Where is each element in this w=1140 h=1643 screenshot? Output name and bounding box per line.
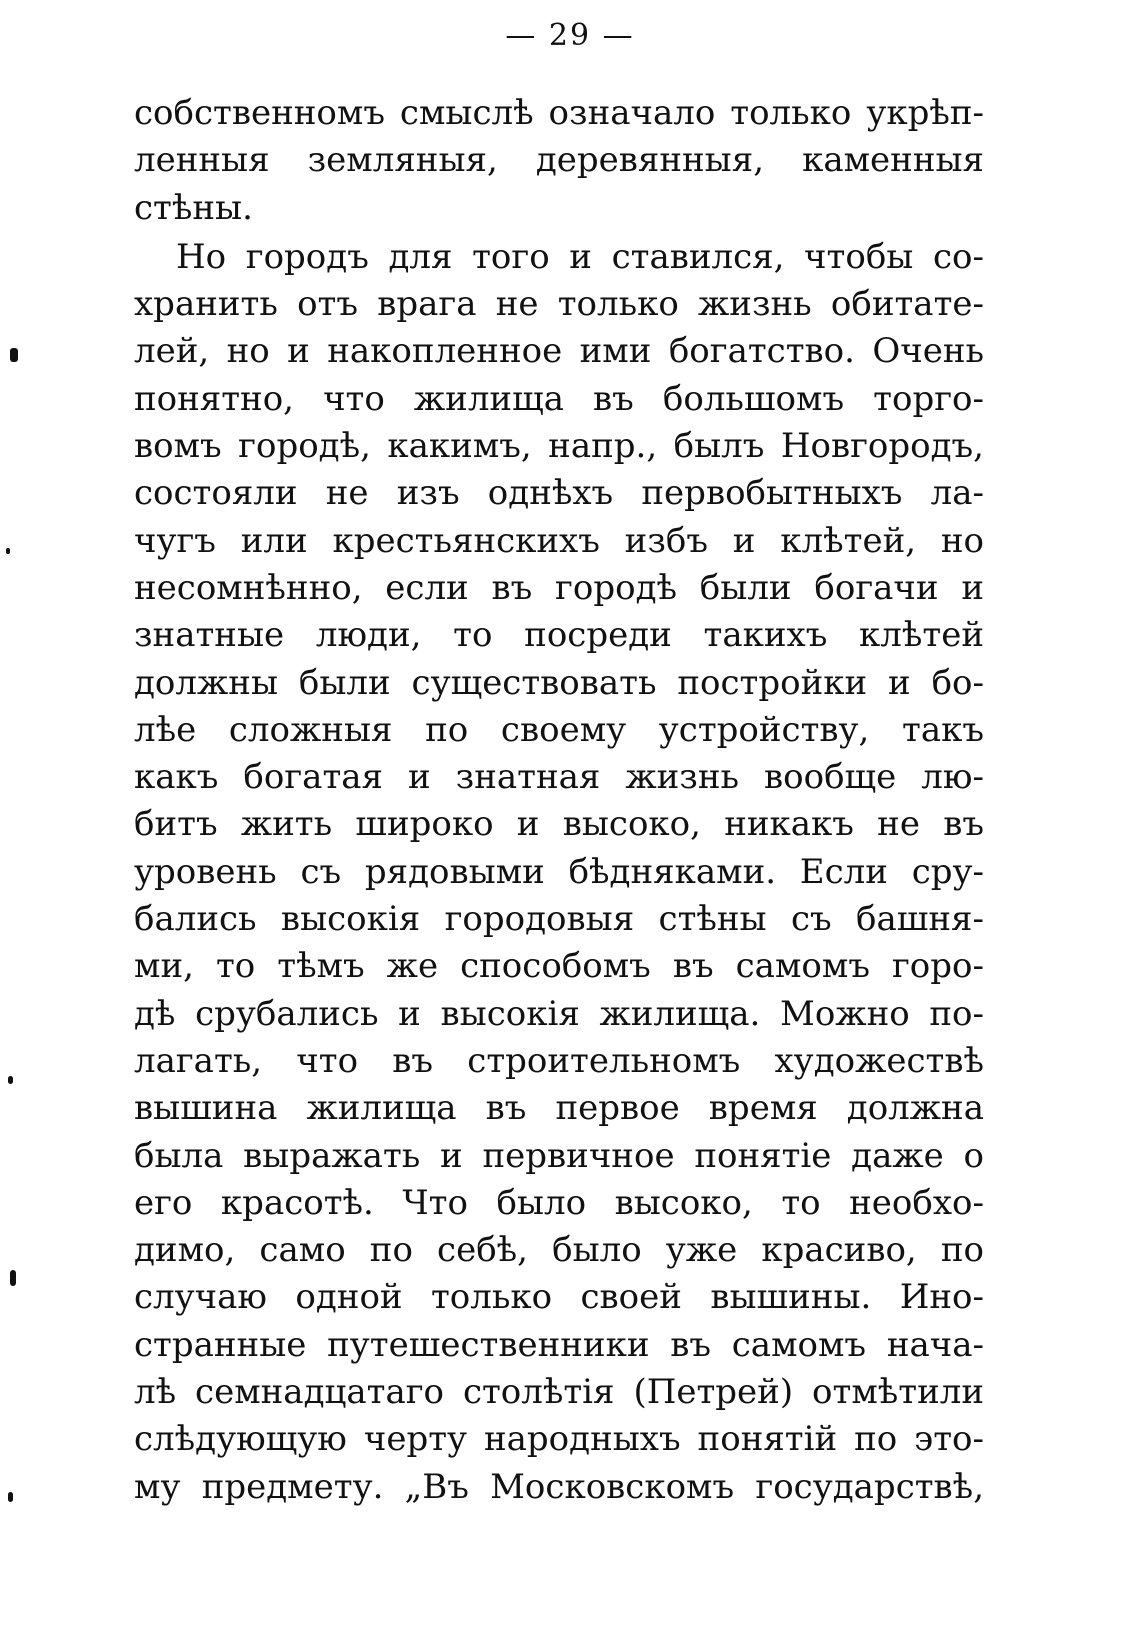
body-text — [134, 90, 984, 1511]
text-line: вомъ городѣ, какимъ, напр., былъ Новгородъ, — [134, 426, 984, 467]
text-line: уровень съ рядовыми бѣдняками. Если сру- — [134, 851, 984, 892]
text-line: слѣдующую черту народныхъ понятій по это- — [134, 1419, 984, 1460]
scan-speck — [8, 1076, 13, 1084]
text-line: должны были существовать постройки и бо- — [134, 662, 984, 703]
text-line: бались высокія городовыя стѣны съ башня- — [134, 899, 984, 940]
scan-speck — [10, 348, 18, 362]
text-line: лѣе сложныя по своему устройству, такъ — [134, 709, 984, 750]
text-line: димо, само по себѣ, было уже красиво, по — [134, 1230, 984, 1271]
text-line: лагать, что въ строительномъ художествѣ — [134, 1040, 984, 1081]
text-line: битъ жить широко и высоко, никакъ не въ — [134, 804, 984, 845]
scan-speck — [6, 548, 10, 554]
text-line: странные путешественники въ самомъ нача- — [134, 1324, 984, 1365]
text-line: несомнѣнно, если въ городѣ были богачи и — [134, 567, 984, 608]
text-line: его красотѣ. Что было высоко, то необхо- — [134, 1182, 984, 1223]
text-line: понятно, что жилища въ большомъ торго- — [134, 378, 984, 419]
text-line: состояли не изъ однѣхъ первобытныхъ ла- — [134, 473, 984, 514]
text-line: была выражать и первичное понятіе даже о — [134, 1135, 984, 1176]
text-line: стѣны. — [134, 187, 253, 228]
text-line: му предмету. „Въ Московскомъ государствѣ, — [134, 1466, 984, 1507]
text-line: Но городъ для того и ставился, чтобы со- — [176, 236, 984, 277]
text-line: лей, но и накопленное ими богатство. Очень — [134, 331, 984, 372]
text-line: собственномъ смыслѣ означало только укрѣп- — [134, 93, 984, 133]
text-line: дѣ срубались и высокія жилища. Можно по- — [134, 993, 984, 1034]
text-line: ми, то тѣмъ же способомъ въ самомъ горо- — [134, 946, 984, 987]
text-line: вышина жилища въ первое время должна — [134, 1088, 984, 1129]
scan-speck — [8, 1492, 13, 1502]
text-line: ленныя земляныя, деревянныя, каменныя — [134, 140, 984, 181]
text-line: лѣ семнадцатаго столѣтія (Петрей) отмѣтили — [134, 1372, 984, 1413]
text-line: случаю одной только своей вышины. Ино- — [134, 1277, 984, 1318]
scan-speck — [10, 1270, 16, 1286]
text-line: знатные люди, то посреди такихъ клѣтей — [134, 615, 984, 656]
page-number: — 29 — — [505, 18, 635, 53]
text-line: хранить отъ врага не только жизнь обитате- — [134, 284, 984, 325]
text-line: какъ богатая и знатная жизнь вообще лю- — [134, 757, 984, 798]
text-line: чугъ или крестьянскихъ избъ и клѣтей, но — [134, 520, 984, 561]
